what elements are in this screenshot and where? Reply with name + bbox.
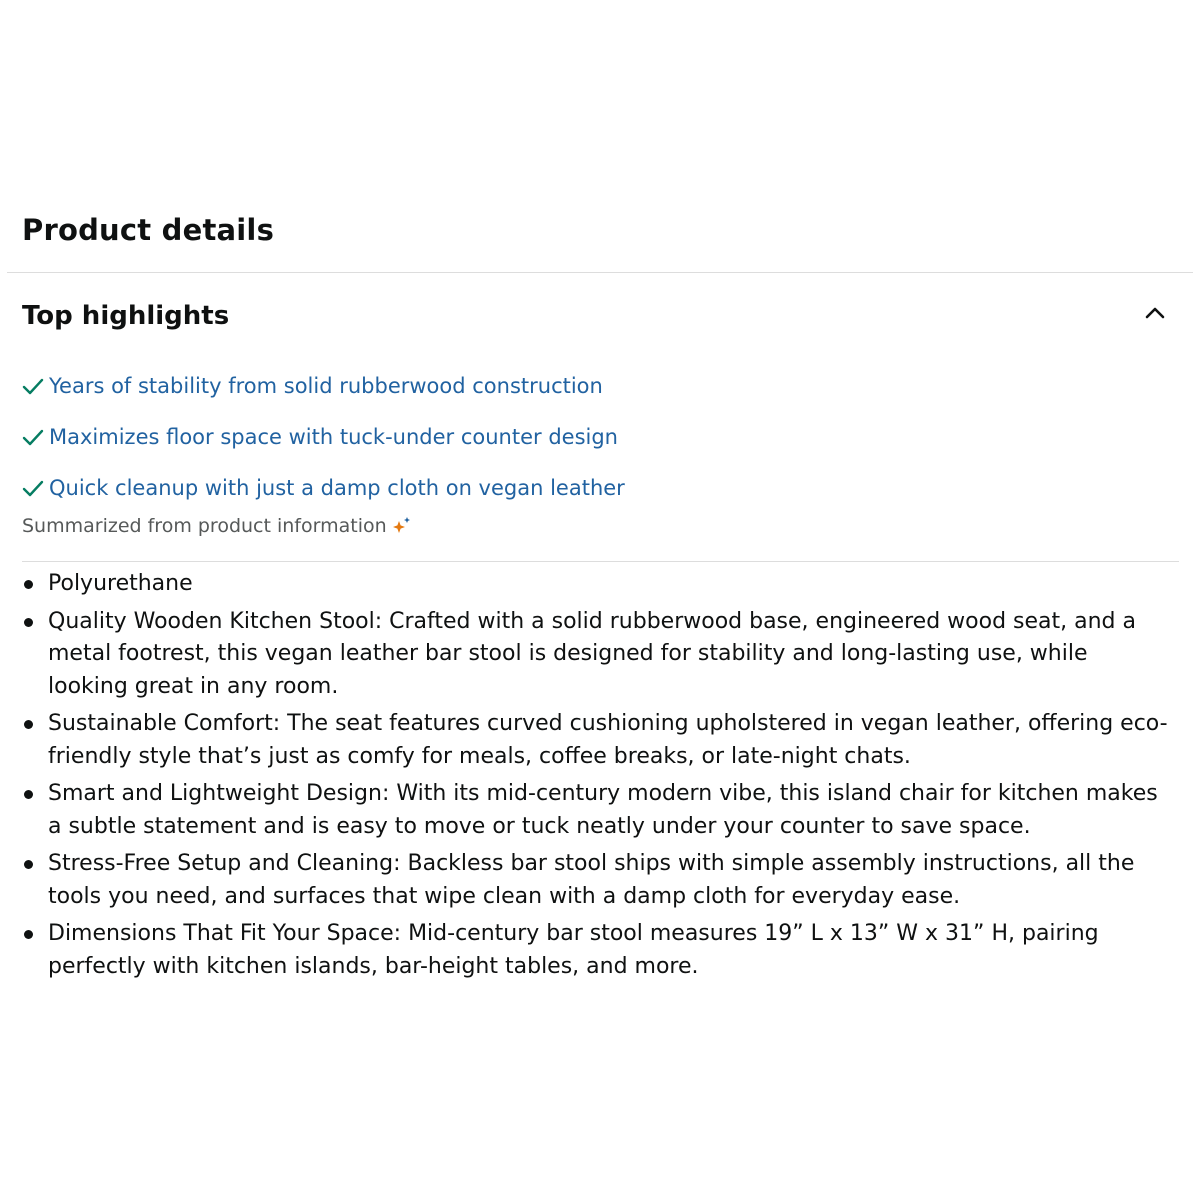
highlight-text: Years of stability from solid rubberwood construction (49, 373, 603, 398)
summary-note-text: Summarized from product information (22, 515, 387, 537)
feature-bullet: Sustainable Comfort: The seat features curved cushioning upholstered in vegan leather, offering eco-friendly style that’s just as comfy for meals, coffee breaks, or late-night chats. (48, 708, 1173, 773)
section-divider (7, 272, 1193, 273)
feature-bullet: Quality Wooden Kitchen Stool: Crafted with a solid rubberwood base, engineered wood seat, and a metal footrest, this vegan leather bar stool is designed for stability and long-lasting use, while looking great in any room. (48, 606, 1173, 704)
bullets-divider (22, 561, 1179, 562)
highlight-item (20, 411, 625, 462)
highlight-item (20, 462, 625, 513)
check-icon (20, 373, 46, 399)
highlight-text: Maximizes floor space with tuck-under counter design (49, 424, 618, 449)
check-icon (20, 475, 46, 501)
feature-bullet: Stress-Free Setup and Cleaning: Backless bar stool ships with simple assembly instructions, all the tools you need, and surfaces that wipe clean with a damp cloth for everyday ease. (48, 848, 1173, 913)
feature-bullet: Polyurethane (48, 568, 1173, 601)
top-highlights-header[interactable] (22, 296, 1172, 336)
top-highlights-title: Top highlights (22, 301, 230, 331)
summary-note (22, 515, 413, 537)
feature-bullet: Dimensions That Fit Your Space: Mid-century bar stool measures 19” L x 13” W x 31” H, pairing perfectly with kitchen islands, bar-height tables, and more. (48, 918, 1173, 983)
highlight-item (20, 360, 625, 411)
chevron-up-icon[interactable] (1140, 298, 1170, 328)
check-icon (20, 424, 46, 450)
highlight-list (20, 360, 625, 513)
highlight-text: Quick cleanup with just a damp cloth on vegan leather (49, 475, 625, 500)
feature-bullet-list (48, 568, 1173, 988)
product-details-title: Product details (22, 213, 275, 247)
sparkle-icon (391, 515, 413, 537)
feature-bullet: Smart and Lightweight Design: With its mid-century modern vibe, this island chair for kitchen makes a subtle statement and is easy to move or tuck neatly under your counter to save space. (48, 778, 1173, 843)
